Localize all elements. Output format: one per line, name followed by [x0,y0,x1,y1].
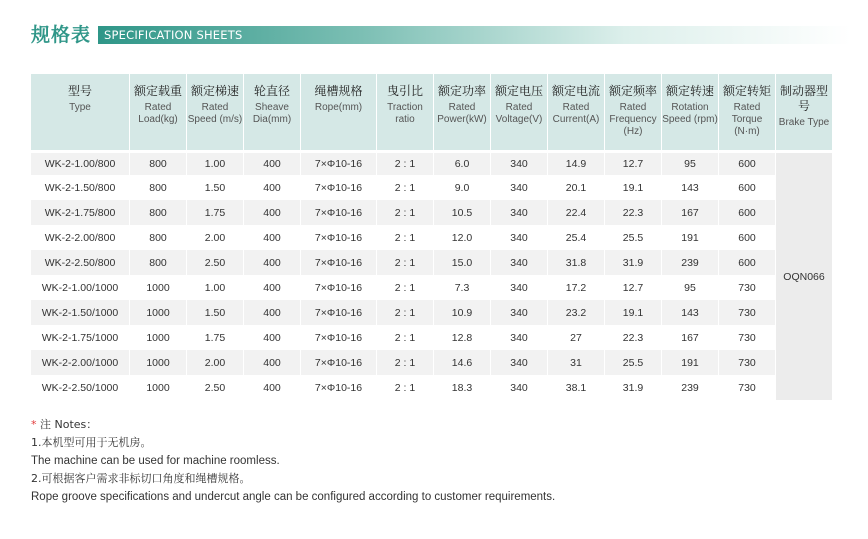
table-body [31,150,833,400]
column-header [548,74,605,150]
model-cell: WK-2-2.00/800 [31,225,130,250]
table-cell: 730 [719,350,776,375]
table-cell: 340 [491,325,548,350]
table-cell: 730 [719,325,776,350]
table-cell: 7×Φ10-16 [301,300,377,325]
notes-heading-text: 注 Notes： [36,418,98,431]
table-cell: 167 [662,325,719,350]
column-header-cn: 额定梯速 [190,84,239,98]
table-cell: 7×Φ10-16 [301,375,377,400]
table-row [31,200,833,225]
table-cell: 7×Φ10-16 [301,175,377,200]
table-cell: 2 : 1 [377,275,434,300]
table-cell: 2.00 [187,225,244,250]
table-cell: 143 [662,300,719,325]
table-cell: 27 [548,325,605,350]
notes-heading [31,416,831,434]
column-header [31,74,130,150]
table-cell: 7×Φ10-16 [301,250,377,275]
table-cell: 191 [662,350,719,375]
column-header [187,74,244,150]
table-cell: 800 [130,200,187,225]
table-cell: 1000 [130,300,187,325]
table-cell: 600 [719,200,776,225]
table-cell: 800 [130,175,187,200]
table-cell: 239 [662,250,719,275]
table-cell: 800 [130,150,187,175]
table-cell: 22.4 [548,200,605,225]
table-cell: 340 [491,150,548,175]
table-cell: 15.0 [434,250,491,275]
table-cell: 12.8 [434,325,491,350]
table-cell: 400 [244,350,301,375]
notes-section [31,416,831,506]
table-cell: 143 [662,175,719,200]
table-cell: 7×Φ10-16 [301,350,377,375]
table-cell: 14.6 [434,350,491,375]
table-cell: 400 [244,225,301,250]
column-header-en: Brake Type [778,117,830,128]
table-cell: 600 [719,250,776,275]
column-header-cn: 额定电流 [551,84,600,98]
column-header-en: Rope(mm) [314,102,363,113]
table-cell: 22.3 [605,200,662,225]
model-cell: WK-2-2.50/1000 [31,375,130,400]
model-cell: WK-2-1.00/1000 [31,275,130,300]
table-cell: 12.7 [605,275,662,300]
model-cell: WK-2-2.00/1000 [31,350,130,375]
column-header-en: Rated Frequency (Hz) [609,102,657,137]
column-header-en: Rated Voltage(V) [495,102,543,125]
column-header-en: Traction ratio [387,102,423,125]
table-cell: 2.00 [187,350,244,375]
table-cell: 95 [662,275,719,300]
table-cell: 1.75 [187,200,244,225]
table-cell: 12.0 [434,225,491,250]
table-cell: 340 [491,350,548,375]
note-line-2-cn: 2.可根据客户需求非标切口角度和绳槽规格。 [31,472,251,485]
table-cell: 1000 [130,325,187,350]
table-cell: 800 [130,250,187,275]
page-header [31,22,851,48]
note-line-2-en: Rope groove specifications and undercut angle can be configured according to customer requirements. [31,491,556,503]
table-cell: 340 [491,300,548,325]
table-cell: 1.50 [187,300,244,325]
table-cell: 9.0 [434,175,491,200]
note-line-1-cn: 1.本机型可用于无机房。 [31,436,152,449]
note-star: * [31,418,37,431]
table-cell: 2 : 1 [377,150,434,175]
table-cell: 1.50 [187,175,244,200]
table-row [31,175,833,200]
table-cell: 191 [662,225,719,250]
table-cell: 167 [662,200,719,225]
column-header [434,74,491,150]
column-header [662,74,719,150]
table-cell: 10.5 [434,200,491,225]
table-cell: 31.9 [605,250,662,275]
table-row [31,350,833,375]
table-cell: 239 [662,375,719,400]
table-cell: 1.75 [187,325,244,350]
table-cell: 2 : 1 [377,225,434,250]
table-cell: 10.9 [434,300,491,325]
table-cell: 400 [244,375,301,400]
table-cell: 400 [244,250,301,275]
column-header-cn: 绳槽规格 [314,84,363,98]
table-cell: 340 [491,275,548,300]
model-cell: WK-2-1.50/1000 [31,300,130,325]
table-cell: 95 [662,150,719,175]
column-header [719,74,776,150]
table-cell: 22.3 [605,325,662,350]
column-header-cn: 额定载重 [133,84,182,98]
column-header-en: Rated Power(kW) [437,102,487,125]
table-cell: 400 [244,275,301,300]
table-cell: 2 : 1 [377,325,434,350]
model-cell: WK-2-1.00/800 [31,150,130,175]
table-cell: 340 [491,375,548,400]
table-row [31,225,833,250]
table-cell: 2.50 [187,250,244,275]
table-cell: 400 [244,200,301,225]
table-cell: 730 [719,375,776,400]
table-cell: 340 [491,250,548,275]
table-cell: 400 [244,325,301,350]
table-cell: 7.3 [434,275,491,300]
model-cell: WK-2-2.50/800 [31,250,130,275]
table-cell: 340 [491,175,548,200]
model-cell: WK-2-1.75/1000 [31,325,130,350]
column-header [605,74,662,150]
column-header [130,74,187,150]
column-header [776,74,833,150]
column-header-cn: 轮直径 [253,84,290,98]
table-cell: 31 [548,350,605,375]
table-row [31,275,833,300]
table-cell: 7×Φ10-16 [301,275,377,300]
column-header-en: Rotation Speed (rpm) [662,102,718,125]
column-header-cn: 额定功率 [437,84,486,98]
column-header-en: Rated Current(A) [552,102,600,125]
table-cell: 7×Φ10-16 [301,200,377,225]
table-cell: 2 : 1 [377,175,434,200]
column-header [244,74,301,150]
column-header-en: Type [69,102,91,113]
table-cell: 2 : 1 [377,300,434,325]
model-cell: WK-2-1.75/800 [31,200,130,225]
column-header-en: Sheave Dia(mm) [252,102,292,125]
table-cell: 20.1 [548,175,605,200]
table-cell: 2 : 1 [377,375,434,400]
table-cell: 730 [719,300,776,325]
table-cell: 25.5 [605,225,662,250]
column-header-cn: 额定电压 [494,84,543,98]
column-header-cn: 制动器型号 [779,84,828,113]
column-header-cn: 额定频率 [608,84,657,98]
table-cell: 19.1 [605,300,662,325]
table-cell: 1.00 [187,275,244,300]
table-cell: 730 [719,275,776,300]
column-header-cn: 额定转矩 [722,84,771,98]
table-cell: 31.9 [605,375,662,400]
table-cell: 31.8 [548,250,605,275]
table-cell: 400 [244,300,301,325]
column-header-cn: 型号 [67,84,92,98]
table-cell: 1.00 [187,150,244,175]
brake-type-cell: OQN066 [776,150,833,400]
column-header-en: Rated Torque (N·m) [731,102,763,137]
table-cell: 25.5 [605,350,662,375]
column-header-en: Rated Load(kg) [138,102,178,125]
table-cell: 1000 [130,375,187,400]
table-cell: 340 [491,225,548,250]
table-cell: 2.50 [187,375,244,400]
table-cell: 600 [719,175,776,200]
table-cell: 19.1 [605,175,662,200]
table-cell: 340 [491,200,548,225]
table-cell: 18.3 [434,375,491,400]
column-header-cn: 曳引比 [386,84,423,98]
table-cell: 600 [719,150,776,175]
page-title-cn: 规格表 [31,24,92,46]
table-cell: 400 [244,150,301,175]
table-cell: 2 : 1 [377,250,434,275]
table-cell: 14.9 [548,150,605,175]
table-cell: 7×Φ10-16 [301,225,377,250]
table-cell: 6.0 [434,150,491,175]
table-cell: 7×Φ10-16 [301,150,377,175]
column-header-en: Rated Speed (m/s) [187,102,243,125]
table-cell: 7×Φ10-16 [301,325,377,350]
table-cell: 2 : 1 [377,200,434,225]
table-cell: 600 [719,225,776,250]
table-cell: 2 : 1 [377,350,434,375]
specification-table [31,74,833,400]
title-banner [98,26,851,44]
table-row [31,150,833,175]
column-header-cn: 额定转速 [665,84,714,98]
table-cell: 1000 [130,350,187,375]
column-header [491,74,548,150]
note-line-1-en: The machine can be used for machine roomless. [31,455,280,467]
model-cell: WK-2-1.50/800 [31,175,130,200]
table-row [31,325,833,350]
table-cell: 23.2 [548,300,605,325]
table-cell: 800 [130,225,187,250]
table-row [31,300,833,325]
column-header [377,74,434,150]
table-row [31,375,833,400]
table-header-row [31,74,833,150]
table-row [31,250,833,275]
table-cell: 400 [244,175,301,200]
table-cell: 1000 [130,275,187,300]
table-cell: 12.7 [605,150,662,175]
table-cell: 17.2 [548,275,605,300]
table-cell: 25.4 [548,225,605,250]
column-header [301,74,377,150]
page-title-en: SPECIFICATION SHEETS [104,28,243,42]
table-cell: 38.1 [548,375,605,400]
